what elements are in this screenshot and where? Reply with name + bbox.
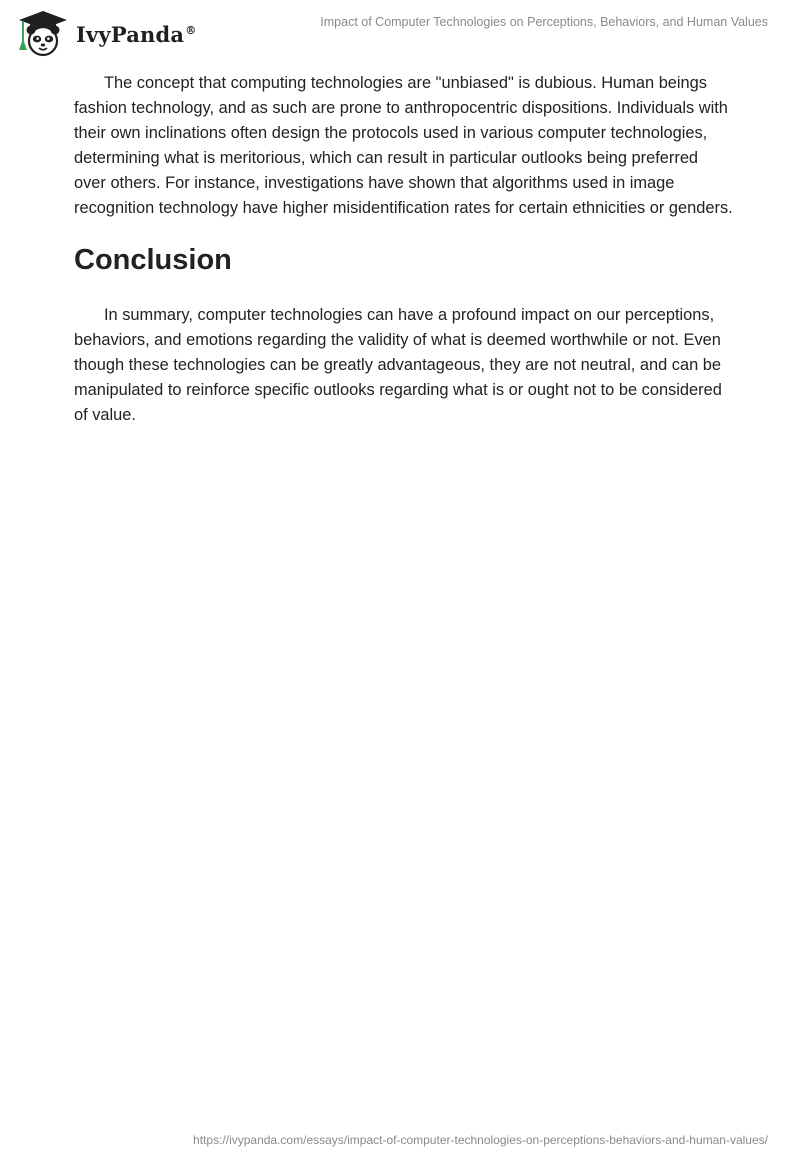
logo-wordmark	[76, 22, 196, 47]
panda-graduation-cap-icon	[14, 8, 72, 58]
essay-content	[74, 71, 734, 428]
logo-text: IvyPanda	[76, 21, 185, 47]
page-header	[0, 0, 800, 60]
running-title: Impact of Computer Technologies on Perceptions, Behaviors, and Human Values	[320, 15, 768, 29]
ivypanda-logo[interactable]	[14, 8, 197, 58]
conclusion-heading: Conclusion	[74, 244, 232, 276]
paragraph-conclusion: In summary, computer technologies can have a profound impact on our perceptions, behaviors, and emotions regarding the validity of what is deemed worthwhile or not. Even though these technologies can be greatly advantageous, they are not neutral, and can be manipulated to reinforce specific outlooks regarding what is or ought not to be considered of value.	[74, 306, 722, 424]
registered-mark: ®	[185, 23, 197, 37]
source-url[interactable]: https://ivypanda.com/essays/impact-of-computer-technologies-on-perceptions-behaviors-and-human-values/	[193, 1133, 768, 1147]
paragraph-bias: The concept that computing technologies are "unbiased" is dubious. Human beings fashion technology, and as such are prone to anthropocentric dispositions. Individuals with their own inclinations often design the protocols used in various computer technologies, determining what is meritorious, which can result in particular outlooks being preferred over others. For instance, investigations have shown that algorithms used in image recognition technology have higher misidentification rates for certain ethnicities or genders.	[74, 74, 733, 217]
